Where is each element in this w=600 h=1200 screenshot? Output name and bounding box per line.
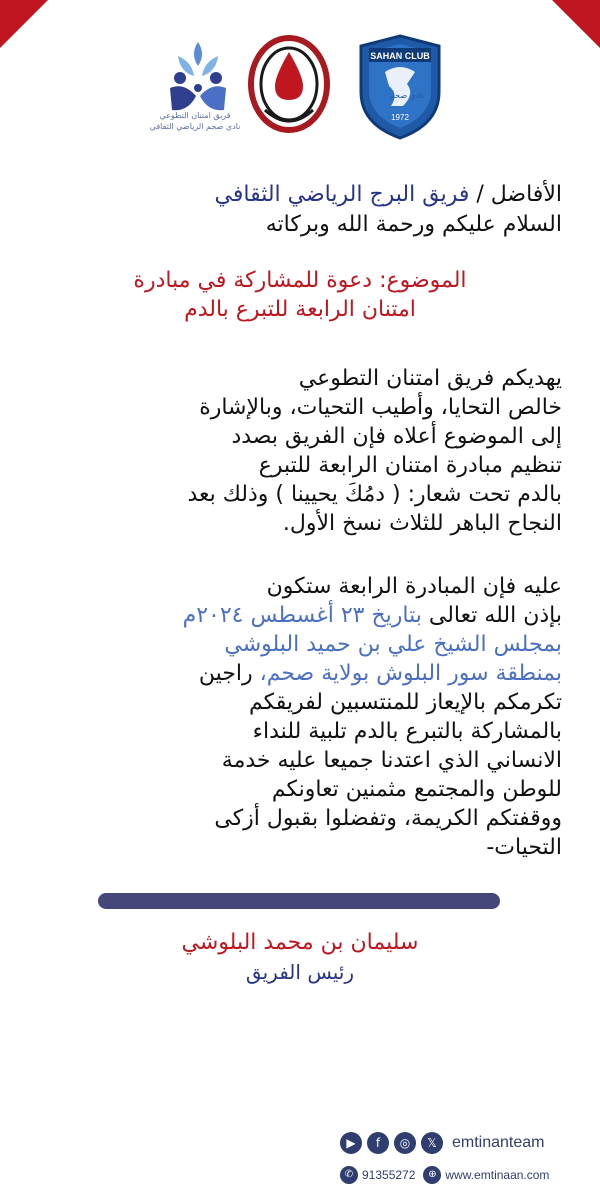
greeting	[38, 210, 562, 239]
body-line: ووقفتكم الكريمة، وتفضلوا بقبول أزكى	[214, 806, 562, 831]
saham-club-logo	[355, 32, 445, 142]
svg-text:نادي صحم: نادي صحم	[389, 91, 425, 100]
body-line: عليه فإن المبادرة الرابعة ستكون	[266, 574, 562, 599]
team-caption	[140, 110, 250, 132]
body-line: تكرمكم بالإيعاز للمنتسبين لفريقكم	[248, 690, 562, 715]
body-line: النجاح الباهر للثلاث نسخ الأول.	[282, 511, 562, 536]
website-link[interactable]: www.emtinaan.com	[445, 1168, 550, 1182]
subject-line-1: الموضوع: دعوة للمشاركة في مبادرة	[133, 268, 467, 293]
whatsapp-icon[interactable]: ✆	[340, 1166, 358, 1184]
body-line	[38, 659, 562, 688]
team-caption-line2: نادي صحم الرياضي الثقافي	[149, 122, 241, 131]
footer-contact	[340, 1164, 590, 1186]
body-paragraph-1	[38, 364, 562, 538]
subject-line-2: امتنان الرابعة للتبرع بالدم	[184, 297, 416, 322]
x-icon[interactable]: 𝕏	[421, 1132, 443, 1154]
recipient-team: فريق البرج الرياضي الثقافي	[214, 182, 470, 207]
signatory-role: رئيس الفريق	[245, 960, 355, 984]
body-line: تنظيم مبادرة امتنان الرابعة للتبرع	[258, 453, 562, 478]
phone-number[interactable]: 91355272	[362, 1168, 416, 1182]
body-line	[38, 601, 562, 630]
team-caption-line1: فريق امتنان التطوعي	[159, 111, 231, 120]
body-line: بالدم تحت شعار: ( دمُكَ يحيينا ) وذلك بعد	[187, 482, 562, 507]
youtube-icon[interactable]: ▶	[340, 1132, 362, 1154]
social-handle[interactable]: emtinanteam	[452, 1134, 545, 1151]
instagram-icon[interactable]: ◎	[394, 1132, 416, 1154]
logo-bar	[0, 22, 600, 142]
body-line: إلى الموضوع أعلاه فإن الفريق بصدد	[231, 424, 562, 449]
facebook-icon[interactable]: f	[367, 1132, 389, 1154]
globe-icon: ⊕	[423, 1166, 441, 1184]
divider-bar	[98, 893, 500, 909]
svg-text:SAHAN CLUB: SAHAN CLUB	[370, 51, 430, 61]
event-location: بمنطقة سور البلوش بولاية صحم،	[252, 661, 562, 686]
event-date: بتاريخ ٢٣ أغسطس ٢٠٢٤م	[182, 603, 422, 628]
salutation-prefix: الأفاضل /	[476, 182, 562, 207]
body-line: بالمشاركة بالتبرع بالدم تلبية للنداء	[252, 719, 562, 744]
subject	[38, 266, 562, 324]
signatory-name: سليمان بن محمد البلوشي	[181, 930, 419, 955]
body-line: الانساني الذي اعتدنا جميعا عليه خدمة	[221, 748, 562, 773]
blood-donation-logo	[245, 32, 333, 138]
body-line: للوطن والمجتمع مثمنين تعاونكم	[271, 777, 562, 802]
signature	[0, 928, 600, 986]
body-text: راجين	[198, 661, 253, 686]
body-text: بإذن الله تعالى	[421, 603, 562, 628]
body-line: التحيات-	[486, 835, 562, 860]
salutation	[38, 180, 562, 209]
svg-text:1972: 1972	[391, 113, 409, 122]
footer-social	[340, 1130, 590, 1156]
body-line: خالص التحايا، وأطيب التحيات، وبالإشارة	[199, 395, 562, 420]
body-line: يهديكم فريق امتنان التطوعي	[298, 366, 562, 391]
greeting-line: السلام عليكم ورحمة الله وبركاته	[265, 212, 562, 237]
event-venue: بمجلس الشيخ علي بن حميد البلوشي	[224, 632, 562, 657]
body-paragraph-2	[38, 572, 562, 862]
